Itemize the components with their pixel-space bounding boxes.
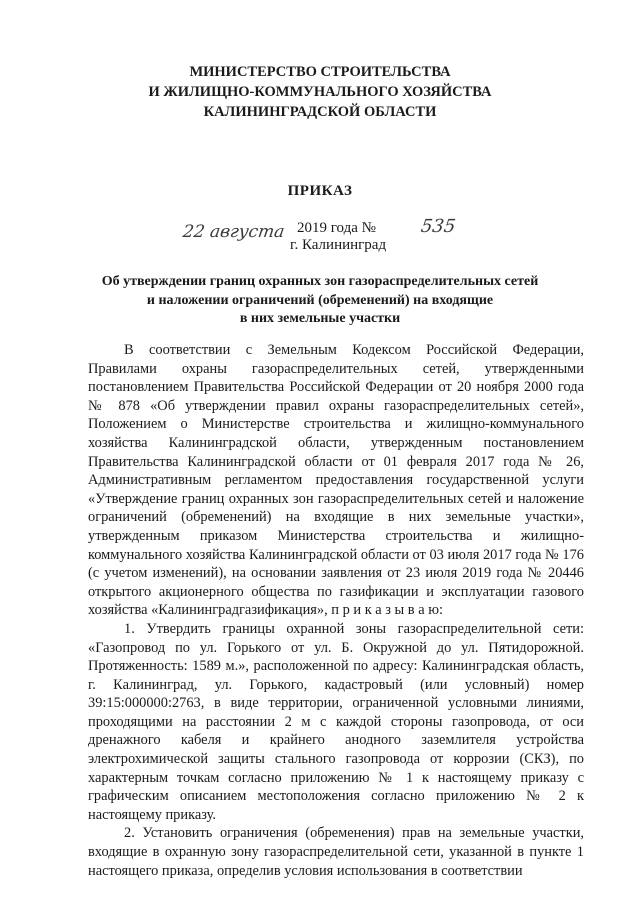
item-2-paragraph: 2. Установить ограничения (обременения) прав на земельные участки, входящие в охранную зону газораспределительной сети, указанной в пункте 1 настоящего приказа, определив условия использования в соответствии bbox=[88, 825, 584, 879]
item-1-paragraph: 1. Утвердить границы охранной зоны газораспределительной сети: «Газопровод по ул. Горького от ул. Б. Окружной до ул. Пятидорожной. Протяженность: 1589 м.», расположенной по адресу: Калининградская область, г. Калининград, ул. Горького, кадастровый (или условный) номер 39:15:000000:2763, в виде территории, ограниченной условными линиями, проходящими на расстоянии 2 м с каждой стороны газопровода, от оси дренажного кабеля и крайнего анодного заземлителя устройства электрохимической защиты стального газопровода от коррозии (СКЗ), по характерным точкам согласно приложению № 1 к настоящему приказу с графическим описанием местоположения согласно приложению № 2 к настоящему приказу. bbox=[88, 620, 584, 823]
subject-line-3: в них земельные участки bbox=[239, 311, 401, 326]
ministry-line-2: И ЖИЛИЩНО-КОММУНАЛЬНОГО ХОЗЯЙСТВА bbox=[148, 84, 492, 100]
ministry-line-1: МИНИСТЕРСТВО СТРОИТЕЛЬСТВА bbox=[189, 64, 451, 80]
handwritten-date: 22 августа bbox=[181, 222, 286, 242]
preamble-paragraph: В соответствии с Земельным Кодексом Российской Федерации, Правилами охраны газораспределительных сетей, утвержденными постановлением Правительства Российской Федерации от 20 ноября 2000 года № 878 «Об утверждении правил охраны газораспределительных сетей», Положением о Министерстве строительства и жилищно-коммунального хозяйства Калининградской области, утвержденным постановлением Правительства Калининградской области от 01 февраля 2017 года № 26, Административным регламентом предоставления государственной услуги «Утверждение границ охранных зон газораспределительных сетей и наложение ограничений (обременений) на входящие в них земельные участки», утвержденным приказом Министерства строительства и жилищно-коммунального хозяйства Калининградской области от 03 июля 2017 года № 176 (с учетом изменений), на основании заявления от 23 июля 2019 года № 20446 открытого акционерного общества по газификации и эксплуатации газового хозяйства «Калининградгазификация», п р и к а з ы в а ю: bbox=[88, 342, 584, 619]
order-subject bbox=[0, 273, 640, 329]
handwritten-order-number: 535 bbox=[419, 216, 457, 237]
order-year-text: 2019 года № bbox=[297, 220, 376, 236]
subject-line-1: Об утверждении границ охранных зон газораспределительных сетей bbox=[101, 274, 539, 289]
ministry-line-3: КАЛИНИНГРАДСКОЙ ОБЛАСТИ bbox=[203, 104, 437, 120]
order-title: ПРИКАЗ bbox=[287, 183, 353, 199]
order-body bbox=[88, 341, 584, 880]
ministry-header bbox=[0, 62, 640, 122]
order-city: г. Калининград bbox=[290, 237, 387, 253]
subject-line-2: и наложении ограничений (обременений) на входящие bbox=[146, 292, 494, 308]
